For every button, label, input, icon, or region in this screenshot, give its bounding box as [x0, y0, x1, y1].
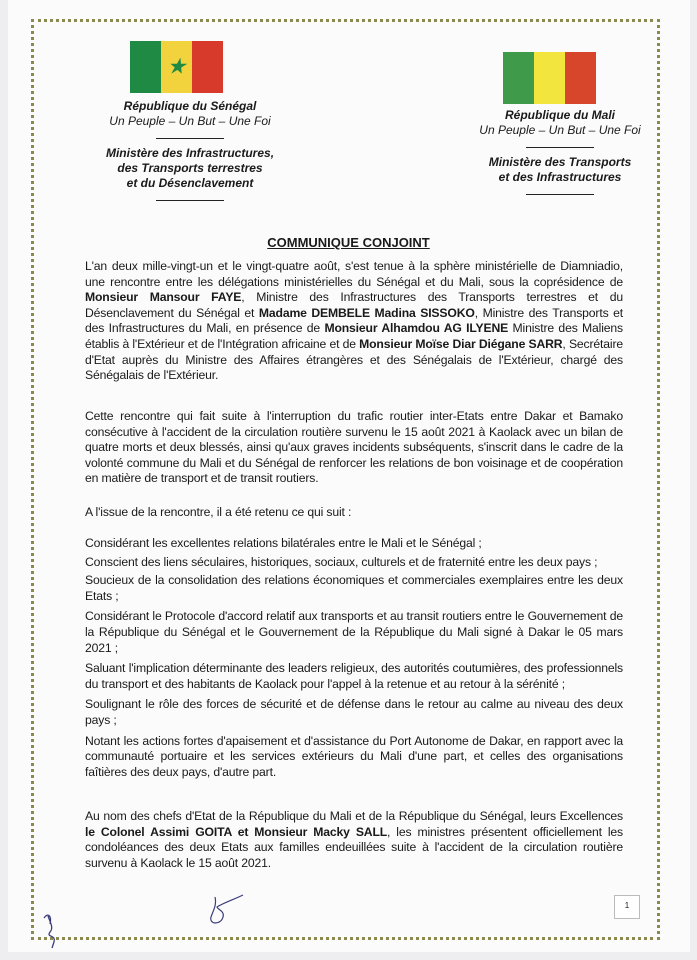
- paragraph-text: A l'issue de la rencontre, il a été retenu ce qui suit :: [85, 505, 352, 519]
- text-run: Ministre des Maliens établis à l'Extérieur et de l'Intégration africaine et de: [85, 321, 623, 351]
- condolences-paragraph: [85, 809, 623, 871]
- person-name: Monsieur Mansour FAYE: [85, 290, 242, 305]
- flag-stripe: [565, 52, 596, 104]
- list-item: Soucieux de la consolidation des relations économiques et commerciales exemplaires entre les deux Etats ;: [85, 573, 623, 603]
- country-title: République du Sénégal: [123, 99, 257, 113]
- star-icon: ★: [166, 53, 187, 79]
- person-name: le Colonel Assimi GOITA et Monsieur Macky SALL: [85, 824, 388, 839]
- senegal-header: [70, 99, 310, 208]
- context-paragraph: [85, 409, 623, 487]
- person-name: Monsieur Moïse Diar Diégane SARR: [359, 336, 563, 351]
- list-item: Considérant les excellentes relations bilatérales entre le Mali et le Sénégal ;: [85, 536, 482, 550]
- text-run: Au nom des chefs d'Etat de la République du Mali et de la République du Sénégal, leurs Excellences: [85, 809, 623, 823]
- country-motto: Un Peuple – Un But – Une Foi: [109, 114, 271, 128]
- list-item: Soulignant le rôle des forces de sécurité et de défense dans le retour au calme au niveau des deux pays ;: [85, 697, 623, 727]
- document-title: COMMUNIQUE CONJOINT: [267, 235, 430, 250]
- intro-paragraph: [85, 259, 623, 384]
- text-run: , Secrétaire d'Etat auprès du Ministre des Affaires étrangères et des Sénégalais de l'Extérieur, chargé des Sénégalais de l'Extérieur.: [85, 336, 623, 383]
- list-item: Saluant l'implication déterminante des leaders religieux, des autorités coutumières, des professionnels du transport et des habitants de Kaolack pour l'appel à la retenue et au retour à la sérénité ;: [85, 661, 623, 691]
- person-name: Madame DEMBELE Madina SISSOKO: [258, 305, 475, 320]
- person-name: Monsieur Alhamdou AG ILYENE: [324, 321, 509, 336]
- page-number: 1: [614, 895, 640, 919]
- divider: [526, 194, 594, 195]
- initials-icon: [40, 910, 64, 950]
- list-item: Notant les actions fortes d'apaisement et d'assistance du Port Autonome de Dakar, en rapport avec la communauté portuaire et les services extérieurs du Mali d'une part, et celles des organisations faîtières des deux pays, d'autre part.: [85, 733, 623, 779]
- ministry-line: et du Désenclavement: [126, 176, 254, 190]
- outcome-intro: [85, 505, 623, 521]
- ministry-line: et des Infrastructures: [498, 170, 622, 184]
- ministry-name: [70, 146, 310, 191]
- flag-stripe: [534, 52, 565, 104]
- mali-header: [440, 108, 680, 202]
- text-run: , Ministre des Transports et des Infrastructures du Mali, en présence de: [85, 305, 623, 336]
- text-run: , les ministres présentent officiellement les condoléances des deux Etats aux familles endeuillées suite à l'accident de la circulation routière survenu à Kaolack le 15 août 2021.: [85, 824, 623, 870]
- flag-stripe: [130, 41, 161, 93]
- considerations-list: [85, 536, 623, 785]
- list-item: Considérant le Protocole d'accord relatif aux transports et au transit routiers entre le Gouvernement de la République du Sénégal et le Gouvernement de la République du Mali signé à Dakar le 05 mars 2021 ;: [85, 609, 623, 655]
- divider: [526, 147, 594, 148]
- ministry-line: des Transports terrestres: [117, 161, 263, 175]
- text-run: , Ministre des Infrastructures des Transports terrestres et du Désenclavement du Sénégal et: [85, 290, 623, 320]
- flag-stripe: [503, 52, 534, 104]
- country-title: République du Mali: [505, 108, 615, 122]
- paragraph-text: Cette rencontre qui fait suite à l'interruption du trafic routier inter-Etats entre Dakar et Bamako consécutive à l'accident de la circulation routière survenu le 15 août 2021 à Kaolack avec un bilan de quatre morts et deux blessés, ainsi qu'aux graves incidents subséquents, s'inscrit dans le cadre de la volonté commune du Mali et du Sénégal de renforcer les relations de bon voisinage et de coopération en matière de transport et de transit routiers.: [85, 409, 623, 486]
- ministry-line: Ministère des Transports: [488, 155, 632, 169]
- divider: [156, 138, 224, 139]
- ministry-name: [440, 155, 680, 185]
- ministry-line: Ministère des Infrastructures,: [105, 146, 275, 160]
- text-run: L'an deux mille-vingt-un et le vingt-quatre août, s'est tenue à la sphère ministérielle de Diamniadio, une rencontre entre les délégations ministérielles du Sénégal et du Mali, sous la coprésidence de: [85, 259, 623, 289]
- signature-icon: [205, 893, 245, 927]
- flag-stripe: [192, 41, 223, 93]
- mali-flag: [503, 52, 596, 104]
- divider: [156, 200, 224, 201]
- country-motto: Un Peuple – Un But – Une Foi: [479, 123, 641, 137]
- senegal-flag: [130, 41, 223, 93]
- list-item: Conscient des liens séculaires, historiques, sociaux, culturels et de fraternité entre les deux pays ;: [85, 554, 598, 569]
- flag-stripe: [161, 41, 192, 93]
